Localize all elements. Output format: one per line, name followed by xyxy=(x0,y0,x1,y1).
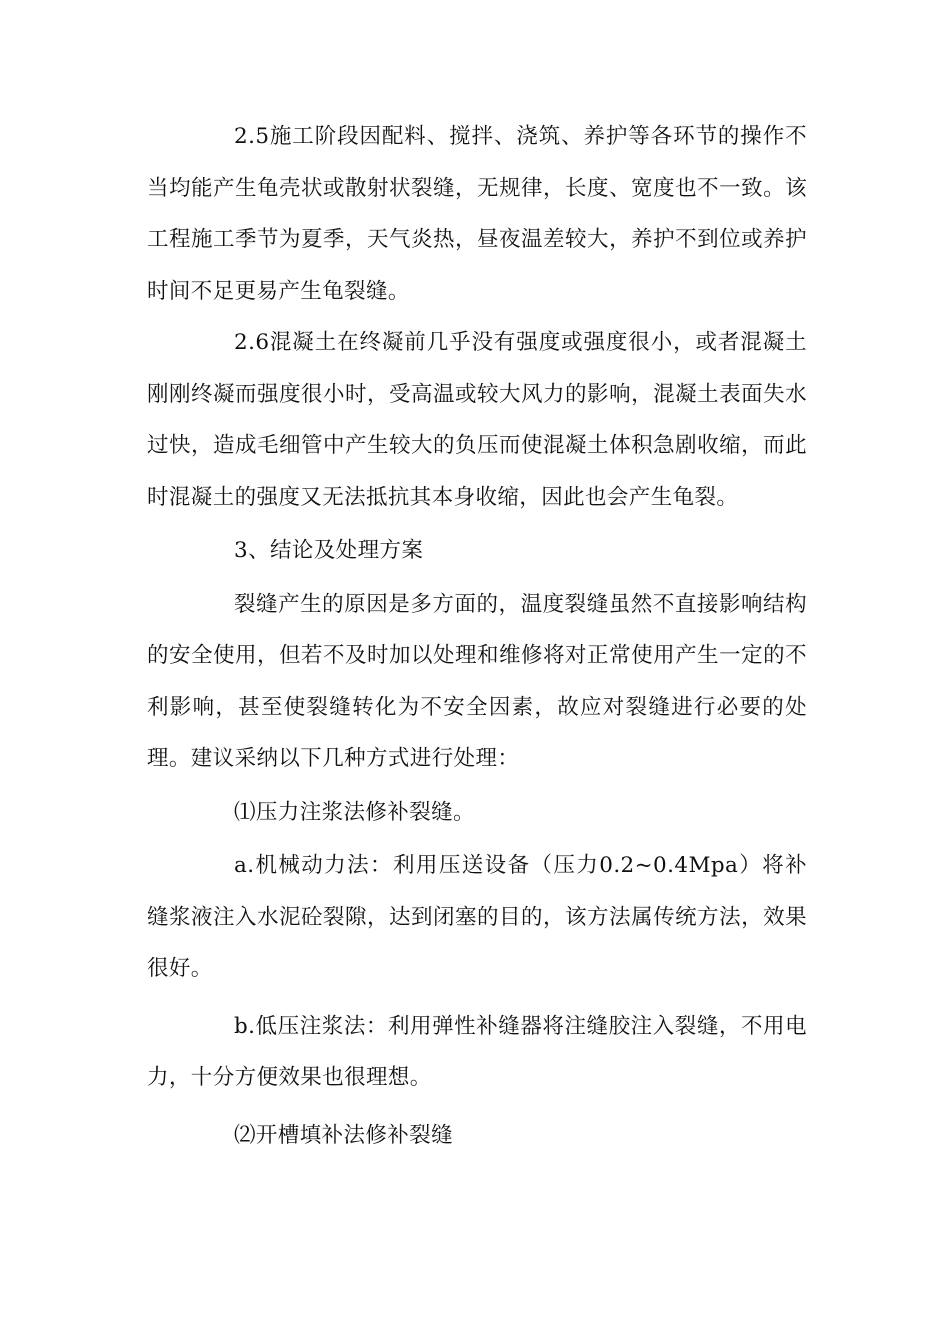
paragraph-2-6: 2.6混凝土在终凝前几乎没有强度或强度很小，或者混凝土刚刚终凝而强度很小时，受高温或较大风力的影响，混凝土表面失水过快，造成毛细管中产生较大的负压而使混凝土体积急剧收缩，而此时混凝土的强度又无法抵抗其本身收缩，因此也会产生龟裂。 xyxy=(147,330,807,510)
item-low-pressure-method: b.低压注浆法：利用弹性补缝器将注缝胶注入裂缝，不用电力，十分方便效果也很理想。 xyxy=(147,1013,807,1090)
paragraph-2-5: 2.5施工阶段因配料、搅拌、浇筑、养护等各环节的操作不当均能产生龟壳状或散射状裂缝，无规律，长度、宽度也不一致。该工程施工季节为夏季，天气炎热，昼夜温差较大，养护不到位或养护时间不足更易产生龟裂缝。 xyxy=(147,124,807,304)
item-pressure-grouting: ⑴压力注浆法修补裂缝。 xyxy=(234,799,475,825)
paragraph-crack-causes: 裂缝产生的原因是多方面的，温度裂缝虽然不直接影响结构的安全使用，但若不及时加以处理和维修将对正常使用产生一定的不利影响，甚至使裂缝转化为不安全因素，故应对裂缝进行必要的处理。建议采纳以下几种方式进行处理： xyxy=(147,591,807,771)
document-body xyxy=(147,111,807,1161)
section-heading-3: 3、结论及处理方案 xyxy=(234,538,424,563)
item-mechanical-method: a.机械动力法：利用压送设备（压力0.2~0.4Mpa）将补缝浆液注入水泥砼裂隙，达到闭塞的目的，该方法属传统方法，效果很好。 xyxy=(147,853,807,981)
item-groove-filling: ⑵开槽填补法修补裂缝 xyxy=(234,1122,454,1148)
